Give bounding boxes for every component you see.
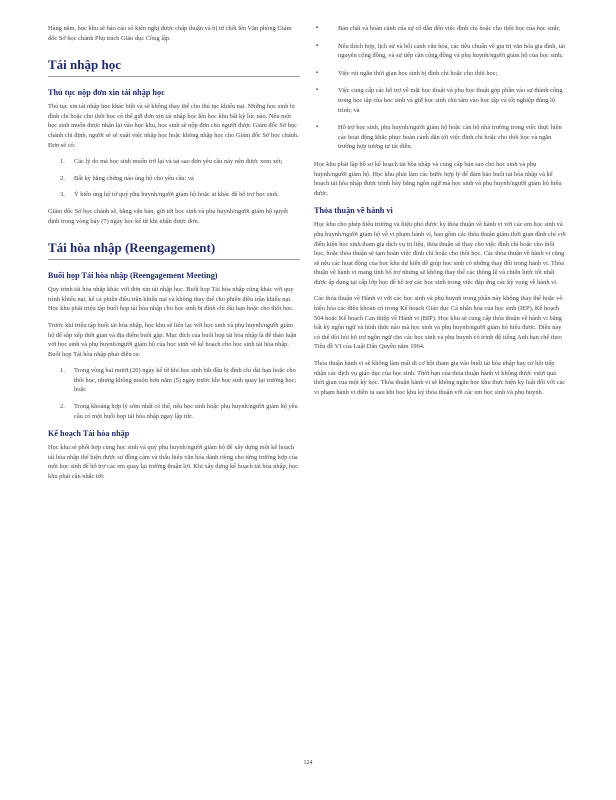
list-text: Ý kiến ủng hộ từ quý phụ huynh/người giám hộ hoặc ai khác để hỗ trợ học sinh.: [74, 191, 280, 199]
list-text: Bất kỳ bằng chứng nào ủng hộ cho yêu cầu; và: [74, 174, 194, 182]
intro-paragraph: Hàng năm, học khu sẽ báo cáo số kiến nghị được chấp thuận và bị từ chối lên Văn phòng Giám đốc Sở học chánh Phụ trách Giáo dục Công lập.: [48, 25, 292, 42]
list-item: [314, 42, 566, 61]
numbered-list-reengagement: [48, 366, 300, 421]
paragraph: Quy trình tái hòa nhập khác với đơn xin tái nhập học. Buổi họp Tái hòa nhập cũng khác với quy trình khiếu nại, kể cả phiên điều trần khiếu nại và không thay thế cho phiên điều trần khiếu nại. Học khu phải triệu tập buổi họp tái hòa nhập cho học sinh bị đình chỉ dài hạn hoặc cho thôi học.: [48, 286, 294, 313]
list-number: 2.: [60, 174, 65, 182]
subheading-reengagement-meeting: Buổi họp Tái hòa nhập (Reengagement Meeting): [48, 271, 218, 281]
list-text: Bản chất và hoàn cảnh của sự cố dẫn đến việc đình chỉ hoặc cho thôi học của học sinh;: [338, 25, 560, 32]
list-item: [314, 86, 566, 115]
subheading-behavior-agreement: Thỏa thuận về hành vi: [314, 206, 393, 216]
bullet-icon: ▪: [316, 25, 319, 31]
bullet-list-plan-factors: [314, 24, 566, 152]
list-number: 1.: [60, 158, 65, 166]
list-text: Nếu thích hợp, lịch sử và bối cảnh văn hóa, các tiêu chuẩn về gia trị văn hóa gia đình, tài nguyên cộng đồng, và sự tiếp cận cộng đồng và phụ huynh/người giám hộ của học sinh;: [338, 42, 566, 60]
paragraph: Thủ tục xin tái nhập học khác biệt và sẽ không thay thế cho thủ tục khiếu nại. Những học sinh bị đình chỉ hoặc cho thôi học có thể gửi đơn xin tái nhập học lên học khu bất kỳ lúc nào. Nếu một học sinh muốn được nhận lại vào học khu, học sinh sẽ nộp đơn cho người được Giám đốc Sở học chánh chỉ định, người sẽ sẽ xuất việc nhập học hoặc không nhập học cho Giám đốc Sở học chánh. Đơn sẽ có:: [48, 103, 299, 149]
bullet-icon: ▪: [316, 42, 319, 49]
list-item: [48, 366, 300, 395]
paragraph: Giám đốc Sở học chánh sẽ, bằng văn bản, gửi tới học sinh và phụ huynh/người giám hộ quyết định trong vòng bảy (7) ngày học kể từ khi nhận được đơn.: [48, 207, 288, 225]
list-item: [48, 190, 300, 200]
subheading-reenrollment-procedure: Thủ tục nộp đơn xin tái nhập học: [48, 88, 165, 98]
list-text: Trong vòng hai mươi (20) ngày kể từ khi học sinh bắt đầu bị đình chỉ dài hạn hoặc cho thôi học, nhưng không muộn hơn năm (5) ngày trước khi học sinh quay lại trường học; hoặc: [74, 367, 297, 394]
list-item: [48, 174, 300, 184]
list-item: [48, 157, 300, 167]
paragraph: Học khu sẽ phối hợp cùng học sinh và quý phụ huynh/người giám hộ để xây dựng một kế hoạch tái hòa nhập thể hiện được sự đồng cảm và thấu hiểu văn hóa dành riêng cho từng trường hợp của mỗi học sinh để hỗ trợ các em quay lại trường thuận lợi. Khi xây dựng kế hoạch tái hòa nhập, học khu phải cân nhắc tới:: [48, 444, 299, 481]
right-column: [314, 24, 566, 404]
subheading-reengagement-plan: Kế hoạch Tái hòa nhập: [48, 429, 130, 439]
list-number: 3.: [60, 191, 65, 199]
list-text: Trong khoảng hợp lý sớm nhất có thể, nếu học sinh hoặc phụ huynh/người giám hộ yêu cầu có một buổi họp tái hòa nhập ngay lập tức.: [74, 403, 298, 420]
list-text: Các lý do mà học sinh muốn trở lại và tại sao đơn yêu cầu này nên được xem xét;: [74, 158, 283, 166]
list-item: [314, 123, 566, 152]
list-item: [314, 24, 566, 34]
page-number: 124: [303, 760, 313, 766]
bullet-icon: ▪: [316, 87, 319, 94]
bullet-icon: ▪: [316, 69, 319, 76]
bullet-icon: ▪: [316, 124, 319, 131]
paragraph: Học khu phải lập hồ sơ kế hoạch tái hòa nhập và cung cấp bản sao cho học sinh và phụ huynh/người giám hộ. Học khu phải làm các bước hợp lý để đảm bảo buổi tái hòa nhập và kế hoạch tái hòa nhập được trình bày bằng ngôn ngữ mà học sinh và phụ huynh/người giám hộ hiểu được.: [314, 160, 562, 197]
list-text: Việc rút ngắn thời gian học sinh bị đình chỉ hoặc cho thôi học;: [338, 69, 498, 77]
list-number: 2.: [60, 403, 65, 411]
paragraph: Thỏa thuận hành vi sẽ không làm mất đi cơ hội tham gia vào buổi tái hòa nhập hay cơ hội tiếp nhận các dịch vụ giáo dục của học sinh. Thời hạn của thỏa thuận hành vi không được vượt quá thời gian của một kỳ học. Thỏa thuận hành vi sẽ không ngăn học khu thực hiện kỷ luật đối với các vi phạm hành vi diễn ra sau khi học khu ký thỏa thuận với các em học sinh và phụ huynh.: [314, 360, 566, 396]
list-text: Hỗ trợ học sinh, phụ huynh/người giám hộ hoặc cán bộ nhà trường trong việc thực hiện các hoạt động khắc phục hoàn cảnh dẫn tới việc đình chỉ hoặc cho thôi học và ngăn trường hợp tương tự tái diễn.: [338, 124, 562, 151]
paragraph: Các thỏa thuận về Hành vi với các học sinh và phụ huynh trong phần này không thay thế hoặc vô hiệu hóa các điều khoản có trong Kế hoạch Giáo dục Cá nhân hóa của học sinh (IEP), Kế hoạch 504 hoặc Kế hoạch Can thiệp về Hành vi (BIP). Học khu sẽ cung cấp thỏa thuận về hành vi bằng bất kỳ ngôn ngữ và hình thức nào mà học sinh và phụ huynh/người giám hộ hiểu được. Điều này có thể đòi hỏi hỗ trợ ngôn ngữ cho các học sinh và phụ huynh có trình độ tiếng Anh hạn chế theo Tiêu đề VI của Luật Dân Quyền năm 1964.: [314, 295, 563, 351]
list-number: 1.: [60, 367, 65, 375]
section-title-reengagement: Tái hòa nhập (Reengagement): [48, 240, 300, 260]
list-item: [314, 69, 566, 79]
numbered-list-reenrollment: [48, 157, 300, 200]
section-title-reenrollment: Tái nhập học: [48, 57, 300, 77]
paragraph: Trước khi triệu tập buổi tái hòa nhập, học khu sẽ liên lạc với học sinh và phụ huynh/người giám hộ để sắp xếp thời gian và địa điểm buổi gặp. Mục đích của buổi họp tái hòa nhập là để thảo luận với học sinh và phụ huynh/người giám hộ của học sinh về kế hoạch cho học sinh tái hòa nhập. Buổi họp Tái hòa nhập phải diễn ra:: [48, 321, 297, 358]
left-column: [48, 24, 300, 489]
list-text: Việc cung cấp các hỗ trợ về mặt học thuật và phụ học thuật góp phần vào sự thành công trong học tập của học sinh và giữ học sinh chủ tâm vào học tập và tốt nghiệp đúng lộ trình; và: [338, 87, 563, 114]
list-item: [48, 402, 300, 421]
paragraph: Học khu cho phép hiểu trưởng và hiệu phó được ký thỏa thuận về hành vi với các em học sinh và phụ huynh/người giám hộ về vi phạm hành vi, bao gồm các thỏa thuận giảm thời gian đình chỉ với điều kiện học sinh tham gia dịch vụ trị liệu, thỏa thuận sẽ thay cho việc đình chỉ hoặc cho thôi học, hoặc thỏa thuận sẽ tạm hoãn việc đình chỉ hoặc cho thôi học. Các thỏa thuận về hành vi cũng sẽ nêu các hoạt động của học khu dự kiến để giúp học sinh có những thay đổi trong hành vi. Thỏa thuận về hành vi mang tính bổ trợ nhưng sẽ không thay thế các thông lệ và chiến lược tốt nhất được áp dụng tại cấp lớp học để hỗ trợ các học sinh trong việc đáp ứng các kỳ vọng về hành vi.: [314, 221, 566, 286]
